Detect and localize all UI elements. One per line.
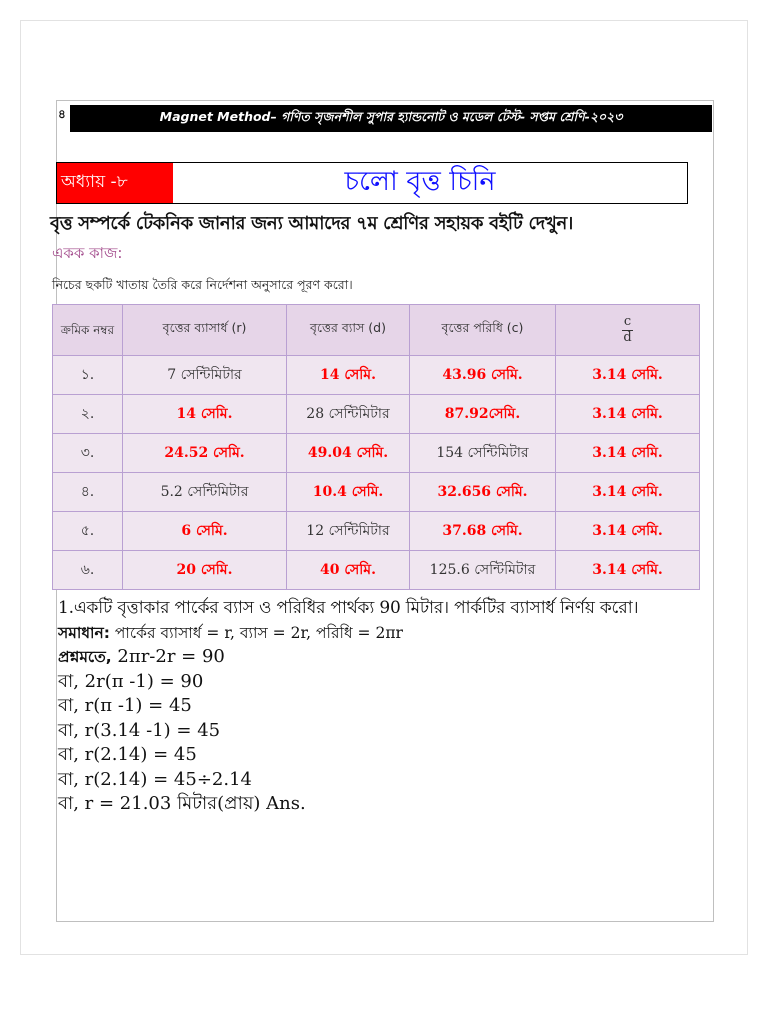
page-number: ৪ [58, 107, 66, 121]
cell-serial: ৪. [53, 473, 123, 512]
solution-step: বা, 2r(π -1) = 90 [58, 670, 204, 692]
according-line [58, 645, 718, 670]
cell-serial: ৩. [53, 434, 123, 473]
header-serial: ক্রমিক নম্বর [53, 305, 123, 356]
cell-ratio: 3.14 সেমি. [556, 395, 700, 434]
cell-ratio: 3.14 সেমি. [556, 473, 700, 512]
cell-ratio: 3.14 সেমি. [556, 434, 700, 473]
problem-question: 1.একটি বৃত্তাকার পার্কের ব্যাস ও পরিধির পার্থক্য 90 মিটার। পার্কটির ব্যাসার্ধ নির্ণয় করো। [58, 598, 639, 618]
cell-serial: ২. [53, 395, 123, 434]
cell-ratio: 3.14 সেমি. [556, 356, 700, 395]
table-row [53, 434, 700, 473]
solution-step: বা, r(2.14) = 45 [58, 744, 197, 765]
header-bar [70, 105, 712, 132]
table-header-row [53, 305, 700, 356]
table-row [53, 512, 700, 551]
cell-diameter: 28 সেন্টিমিটার [287, 395, 410, 434]
according-label: প্রশ্নমতে, [58, 648, 112, 666]
table-row [53, 356, 700, 395]
chapter-number: অধ্যায় -৮ [57, 163, 173, 203]
cell-diameter: 14 সেমি. [287, 356, 410, 395]
cell-diameter: 40 সেমি. [287, 551, 410, 590]
cell-circumference: 37.68 সেমি. [410, 512, 556, 551]
cell-ratio: 3.14 সেমি. [556, 512, 700, 551]
header-radius: বৃত্তের ব্যাসার্ধ (r) [123, 305, 287, 356]
ratio-fraction [622, 315, 633, 345]
cell-diameter: 12 সেন্টিমিটার [287, 512, 410, 551]
cell-circumference: 125.6 সেন্টিমিটার [410, 551, 556, 590]
cell-serial: ৫. [53, 512, 123, 551]
solution-step: বা, r(3.14 -1) = 45 [58, 719, 221, 741]
table-row [53, 551, 700, 590]
cell-radius: 6 সেমি. [123, 512, 287, 551]
header-ratio [556, 305, 700, 356]
cell-serial: ১. [53, 356, 123, 395]
solution-block [58, 596, 718, 817]
cell-circumference: 87.92সেমি. [410, 395, 556, 434]
solution-text: পার্কের ব্যাসার্ধ = r, ব্যাস = 2r, পরিধি = 2πr [109, 623, 403, 642]
according-text: 2πr-2r = 90 [111, 646, 225, 667]
cell-diameter: 49.04 সেমি. [287, 434, 410, 473]
cell-circumference: 154 সেন্টিমিটার [410, 434, 556, 473]
header-diameter: বৃত্তের ব্যাস (d) [287, 305, 410, 356]
table-row [53, 473, 700, 512]
circle-table [52, 304, 700, 590]
cell-circumference: 32.656 সেমি. [410, 473, 556, 512]
cell-radius: 20 সেমি. [123, 551, 287, 590]
task-instruction: নিচের ছকটি খাতায় তৈরি করে নির্দেশনা অনুসারে পূরণ করো। [52, 277, 353, 292]
cell-radius: 14 সেমি. [123, 395, 287, 434]
header-circumference: বৃত্তের পরিধি (c) [410, 305, 556, 356]
solution-step: বা, r(2.14) = 45÷2.14 [58, 768, 252, 790]
chapter-box [56, 162, 688, 204]
chapter-title: চলো বৃত্ত চিনি [344, 165, 496, 197]
task-label: একক কাজ: [52, 244, 123, 262]
table-row [53, 395, 700, 434]
solution-step: বা, r = 21.03 মিটার(প্রায়) Ans. [58, 793, 306, 814]
cell-diameter: 10.4 সেমি. [287, 473, 410, 512]
cell-radius: 5.2 সেন্টিমিটার [123, 473, 287, 512]
cell-radius: 7 সেন্টিমিটার [123, 356, 287, 395]
ratio-numerator: c [623, 314, 632, 330]
solution-step: বা, r(π -1) = 45 [58, 695, 192, 716]
ratio-denominator: d [623, 329, 632, 345]
solution-line [58, 621, 718, 646]
solution-label: সমাধান: [58, 623, 110, 642]
cell-serial: ৬. [53, 551, 123, 590]
cell-circumference: 43.96 সেমি. [410, 356, 556, 395]
header-title: Magnet Method– গণিত সৃজনশীল সুপার হ্যান্ডনোট ও মডেল টেস্ট- সপ্তম শ্রেণি-২০২৩ [159, 108, 623, 124]
cell-radius: 24.52 সেমি. [123, 434, 287, 473]
cell-ratio: 3.14 সেমি. [556, 551, 700, 590]
sub-heading: বৃত্ত সম্পর্কে টেকনিক জানার জন্য আমাদের ৭ম শ্রেণির সহায়ক বইটি দেখুন। [50, 213, 574, 234]
